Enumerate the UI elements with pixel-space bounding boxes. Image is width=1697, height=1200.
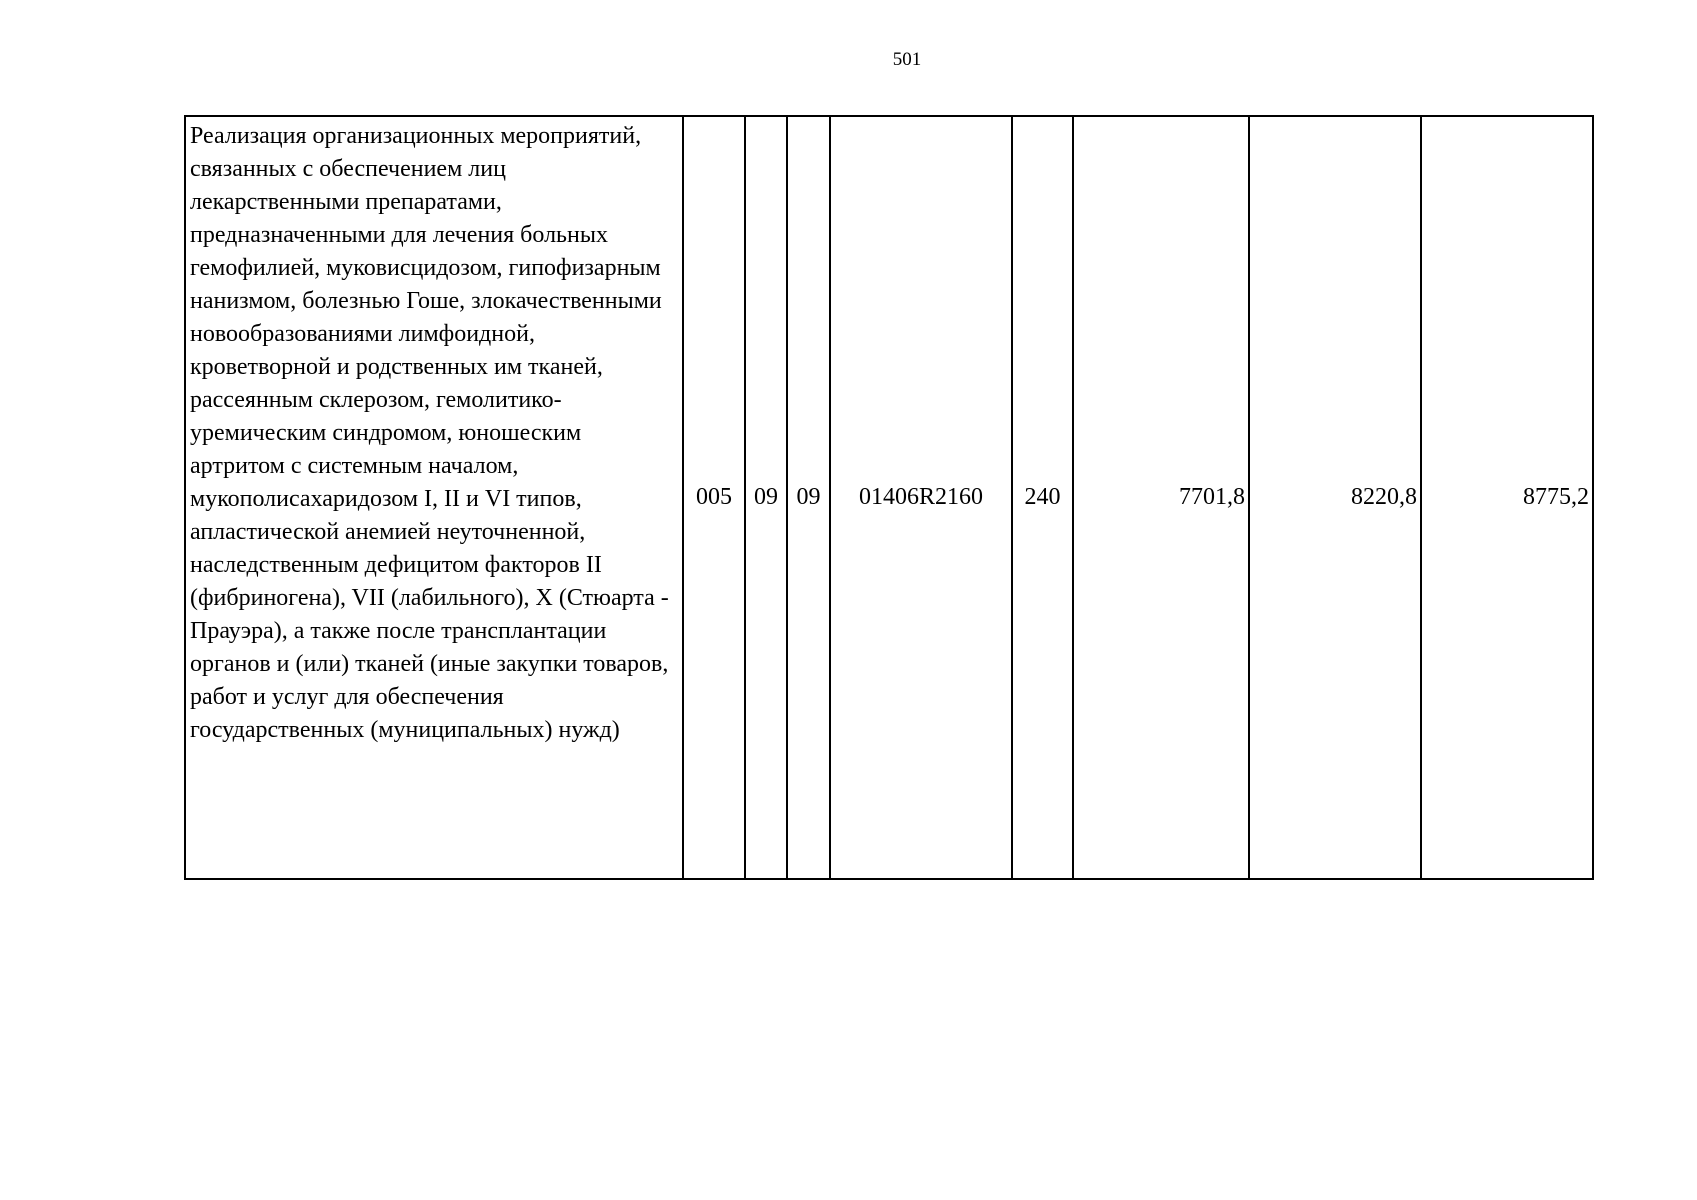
amount-3-cell: 8775,2 [1421,116,1593,879]
expense-type-cell: 240 [1012,116,1073,879]
amount-2-cell: 8220,8 [1249,116,1421,879]
page-number: 501 [892,49,922,70]
table-row [185,116,1593,879]
budget-table [184,115,1594,880]
target-article-cell: 01406R2160 [830,116,1012,879]
section-cell: 09 [745,116,787,879]
ministry-code-cell: 005 [683,116,745,879]
amount-1-cell: 7701,8 [1073,116,1249,879]
description-cell: Реализация организационных мероприятий, связанных с обеспечением лиц лекарственными препаратами, предназначенными для лечения больных гемофилией, муковисцидозом, гипофизарным нанизмом, болезнью Гоше, злокачественными новообразованиями лимфоидной, кроветворной и родственных им тканей, рассеянным склерозом, гемолитико-уремическим синдромом, юношеским артритом с системным началом, мукополисахаридозом I, II и VI типов, апластической анемией неуточненной, наследственным дефицитом факторов II (фибриногена), VII (лабильного), X (Стюарта - Прауэра), а также после трансплантации органов и (или) тканей (иные закупки товаров, работ и услуг для обеспечения государственных (муниципальных) нужд) [185,116,683,879]
subsection-cell: 09 [787,116,830,879]
